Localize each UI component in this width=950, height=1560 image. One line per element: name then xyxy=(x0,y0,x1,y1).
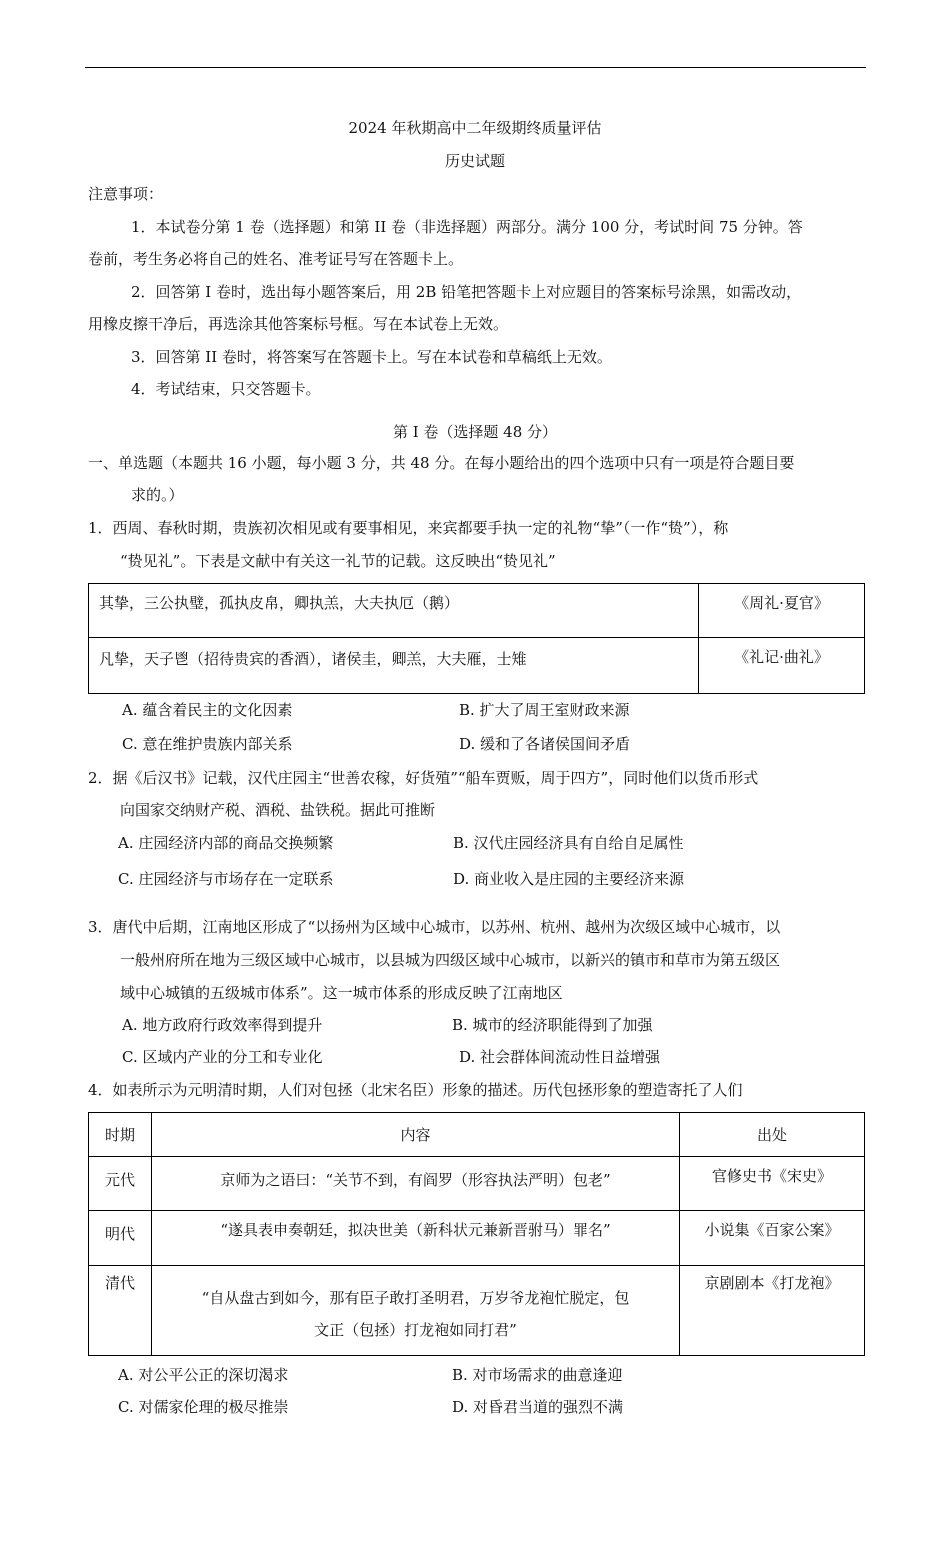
table-cell-line: 文正（包拯）打龙袍如同打君” xyxy=(314,1321,517,1339)
notice-item: 卷前，考生务必将自己的姓名、准考证号写在答题卡上。 xyxy=(88,250,464,268)
table-cell: 明代 xyxy=(104,1225,135,1243)
table-row xyxy=(89,584,865,638)
option-c[interactable]: C. 意在维护贵族内部关系 xyxy=(122,735,293,753)
table-header: 出处 xyxy=(680,1113,865,1157)
table-cell: 《周礼·夏官》 xyxy=(734,594,829,612)
option-a[interactable]: A. 庄园经济内部的商品交换频繁 xyxy=(118,834,334,852)
option-a[interactable]: A. 地方政府行政效率得到提升 xyxy=(122,1016,323,1034)
table-row xyxy=(89,1211,865,1266)
question-2-stem: 向国家交纳财产税、酒税、盐铁税。据此可推断 xyxy=(120,801,436,819)
table-cell: 元代 xyxy=(104,1171,135,1189)
table-cell-line: “自从盘古到如今，那有臣子敢打圣明君，万岁爷龙袍忙脱定，包 xyxy=(201,1289,630,1307)
table-header: 内容 xyxy=(152,1113,680,1157)
question-3-stem: 域中心城镇的五级城市体系”。这一城市体系的形成反映了江南地区 xyxy=(120,984,563,1002)
option-a[interactable]: A. 对公平公正的深切渴求 xyxy=(118,1366,289,1384)
question-1-stem: 1．西周、春秋时期，贵族初次相见或有要事相见，来宾都要手执一定的礼物“挚”（一作“贽”），称 xyxy=(88,519,729,537)
table-cell: 小说集《百家公案》 xyxy=(704,1221,840,1239)
question-2-stem: 2．据《后汉书》记载，汉代庄园主“世善农稼，好货殖”“船车贾贩，周于四方”，同时他们以货币形式 xyxy=(88,769,759,787)
option-b[interactable]: B. 对市场需求的曲意逢迎 xyxy=(452,1366,623,1384)
notice-heading: 注意事项： xyxy=(88,185,164,203)
section-title: 第 I 卷（选择题 48 分） xyxy=(392,423,558,441)
table-cell: 《礼记·曲礼》 xyxy=(734,648,829,666)
table-cell: 京师为之语曰：“关节不到，有阎罗（形容执法严明）包老” xyxy=(220,1171,611,1189)
option-d[interactable]: D. 商业收入是庄园的主要经济来源 xyxy=(453,870,685,888)
table-row xyxy=(89,638,865,694)
question-1-table xyxy=(88,583,865,694)
table-cell: “遂具表申奏朝廷，拟决世美（新科状元兼新晋驸马）罪名” xyxy=(220,1221,611,1239)
exam-title: 2024 年秋期高中二年级期终质量评估 xyxy=(348,119,602,137)
notice-item: 用橡皮擦干净后，再选涂其他答案标号框。写在本试卷上无效。 xyxy=(88,315,509,333)
option-b[interactable]: B. 城市的经济职能得到了加强 xyxy=(452,1016,653,1034)
option-b[interactable]: B. 汉代庄园经济具有自给自足属性 xyxy=(453,834,684,852)
notice-item: 1．本试卷分第 1 卷（选择题）和第 II 卷（非选择题）两部分。满分 100 分，考试时间 75 分钟。答 xyxy=(131,218,803,236)
table-row xyxy=(89,1157,865,1211)
table-cell: 京剧剧本《打龙袍》 xyxy=(704,1274,840,1292)
table-header: 时期 xyxy=(89,1113,152,1157)
option-d[interactable]: D. 对昏君当道的强烈不满 xyxy=(452,1398,624,1416)
section-instruction: 求的。） xyxy=(131,486,184,504)
notice-item: 4．考试结束，只交答题卡。 xyxy=(131,380,321,398)
option-c[interactable]: C. 对儒家伦理的极尽推崇 xyxy=(118,1398,289,1416)
table-row xyxy=(89,1266,865,1356)
section-instruction: 一、单选题（本题共 16 小题，每小题 3 分，共 48 分。在每小题给出的四个选项中只有一项是符合题目要 xyxy=(88,454,795,472)
question-3-stem: 3．唐代中后期，江南地区形成了“以扬州为区域中心城市，以苏州、杭州、越州为次级区域中心城市，以 xyxy=(88,918,781,936)
question-4-stem: 4．如表所示为元明清时期，人们对包拯（北宋名臣）形象的描述。历代包拯形象的塑造寄托了人们 xyxy=(88,1081,743,1099)
option-b[interactable]: B. 扩大了周王室财政来源 xyxy=(459,701,630,719)
option-d[interactable]: D. 社会群体间流动性日益增强 xyxy=(459,1048,661,1066)
table-header-row xyxy=(89,1113,865,1157)
header-rule xyxy=(85,67,866,68)
table-cell: 其挚，三公执璧，孤执皮帛，卿执羔，大夫执厄（鹅） xyxy=(99,594,460,612)
option-a[interactable]: A. 蕴含着民主的文化因素 xyxy=(122,701,293,719)
option-d[interactable]: D. 缓和了各诸侯国间矛盾 xyxy=(459,735,631,753)
table-cell: 清代 xyxy=(104,1274,135,1292)
notice-item: 2．回答第 I 卷时，选出每小题答案后，用 2B 铅笔把答题卡上对应题目的答案标号涂黑，如需改动， xyxy=(131,283,802,301)
option-c[interactable]: C. 庄园经济与市场存在一定联系 xyxy=(118,870,334,888)
question-4-table xyxy=(88,1112,865,1356)
notice-item: 3．回答第 II 卷时，将答案写在答题卡上。写在本试卷和草稿纸上无效。 xyxy=(131,348,612,366)
question-3-stem: 一般州府所在地为三级区域中心城市，以县城为四级区域中心城市，以新兴的镇市和草市为第五级区 xyxy=(120,951,781,969)
table-cell: 凡挚，天子鬯（招待贵宾的香酒），诸侯圭，卿羔，大夫雁，士雉 xyxy=(99,650,527,668)
exam-subtitle: 历史试题 xyxy=(444,152,505,170)
question-1-stem: “贽见礼”。下表是文献中有关这一礼节的记载。这反映出“贽见礼” xyxy=(120,552,556,570)
option-c[interactable]: C. 区域内产业的分工和专业化 xyxy=(122,1048,323,1066)
table-cell: 官修史书《宋史》 xyxy=(711,1167,832,1185)
